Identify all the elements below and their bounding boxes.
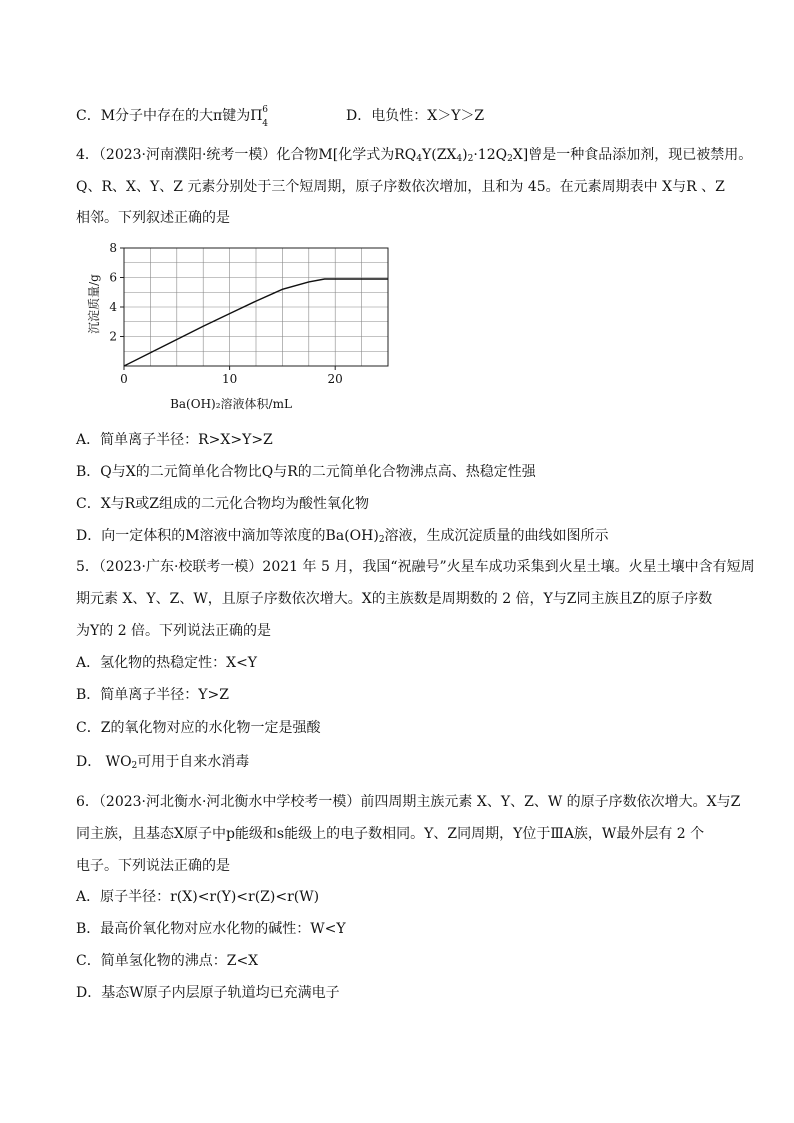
y-tick-label: 6 [109, 270, 117, 285]
q5-option-c: C．Z的氧化物对应的水化物一定是强酸 [76, 720, 321, 736]
pi-superscript: 6 [262, 105, 268, 115]
q4-option-a: A．简单离子半径：R>X>Y>Z [76, 432, 273, 448]
q6-option-c: C．简单氢化物的沸点：Z<X [76, 953, 259, 969]
q4-option-c: C．X与R或Z组成的二元化合物均为酸性氧化物 [76, 496, 369, 512]
prev-option-c-text: C．M分子中存在的大 [76, 108, 214, 124]
chart-grid [124, 248, 388, 366]
prev-option-c-mid: 键为 [222, 108, 251, 124]
q6-option-b: B．最高价氧化物对应水化物的碱性：W<Y [76, 921, 346, 937]
q5-option-a: A．氢化物的热稳定性：X<Y [76, 655, 258, 671]
chart-xlabel: Ba(OH)₂溶液体积/mL [170, 397, 292, 411]
q4-option-d-sub: 2 [378, 535, 385, 545]
q4-option-d-a: D．向一定体积的M溶液中滴加等浓度的Ba(OH) [76, 528, 379, 544]
chart-ylabel: 沉淀质量/g [87, 274, 101, 334]
y-tick-label: 4 [109, 300, 117, 314]
q4-stem-line1 [76, 145, 752, 169]
pi-capital: Π [250, 108, 263, 124]
q4-line1-e: X]曾是一种食品添加剂，现已被禁用。 [512, 147, 753, 163]
q4-option-d-b: 溶液，生成沉淀质量的曲线如图所示 [384, 528, 609, 544]
precipitate-chart [76, 236, 396, 416]
q4-sub2: 4 [456, 154, 463, 164]
x-tick-label: 0 [120, 372, 128, 386]
q6-option-d: D．基态W原子内层原子轨道均已充满电子 [76, 985, 340, 1001]
q4-line1-a: 4．（2023·河南濮阳·统考一模）化合物M[化学式为RQ [76, 147, 417, 163]
q4-sub1: 4 [416, 154, 422, 164]
q6-stem-line2: 同主族，且基态X原子中p能级和s能级上的电子数相同。Y、Z同周期，Y位于ⅢA族，W最外层有 2 个 [76, 826, 705, 842]
x-tick-label: 10 [221, 372, 238, 386]
q4-line1-d: ·12Q [473, 147, 508, 163]
q5-stem-line2: 期元素 X、Y、Z、W，且原子序数依次增大。X的主族数是周期数的 2 倍，Y与Z同主族且Z的原子序数 [76, 591, 713, 607]
q5-option-b: B．简单离子半径：Y>Z [76, 687, 229, 703]
q4-option-d [76, 526, 609, 550]
pi-symbol: π [213, 108, 223, 124]
y-tick-label: 8 [109, 241, 117, 255]
prev-option-c [76, 105, 272, 129]
prev-option-d: D．电负性：X＞Y＞Z [346, 108, 485, 124]
q4-sub4: 2 [507, 154, 513, 164]
q4-stem-line2: Q、R、X、Y、Z 元素分别处于三个短周期，原子序数依次增加，且和为 45。在元素周期表中 X与R 、Z [76, 179, 725, 195]
q5-stem-line1: 5．（2023·广东·校联考一模）2021 年 5 月，我国“祝融号”火星车成功采集到火星土壤。火星土壤中含有短周 [76, 559, 755, 575]
q5-stem-line3: 为Y的 2 倍。下列说法正确的是 [76, 623, 272, 639]
q4-line1-c: ) [462, 147, 468, 163]
q4-line1-b: Y(ZX [422, 147, 457, 163]
q6-option-a: A．原子半径：r(X)<r(Y)<r(Z)<r(W) [76, 889, 320, 905]
q4-stem-line3: 相邻。下列叙述正确的是 [76, 210, 230, 226]
pi-subscript: 4 [262, 119, 268, 129]
y-tick-label: 2 [109, 329, 117, 344]
pi-notation [250, 105, 272, 129]
q4-option-b: B．Q与X的二元简单化合物比Q与R的二元简单化合物沸点高、热稳定性强 [76, 464, 536, 480]
q5-option-d-sub: 2 [131, 761, 138, 771]
q6-stem-line3: 电子。下列说法正确的是 [76, 858, 230, 874]
q5-option-d-a: D． WO [76, 754, 132, 770]
q5-option-d [76, 752, 249, 776]
x-tick-label: 20 [327, 372, 343, 386]
q5-option-d-b: 可用于自来水消毒 [137, 754, 250, 770]
q4-sub3: 2 [467, 154, 474, 164]
q6-stem-line1: 6．（2023·河北衡水·河北衡水中学校考一模）前四周期主族元素 X、Y、Z、W 的原子序数依次增大。X与Z [76, 794, 741, 810]
